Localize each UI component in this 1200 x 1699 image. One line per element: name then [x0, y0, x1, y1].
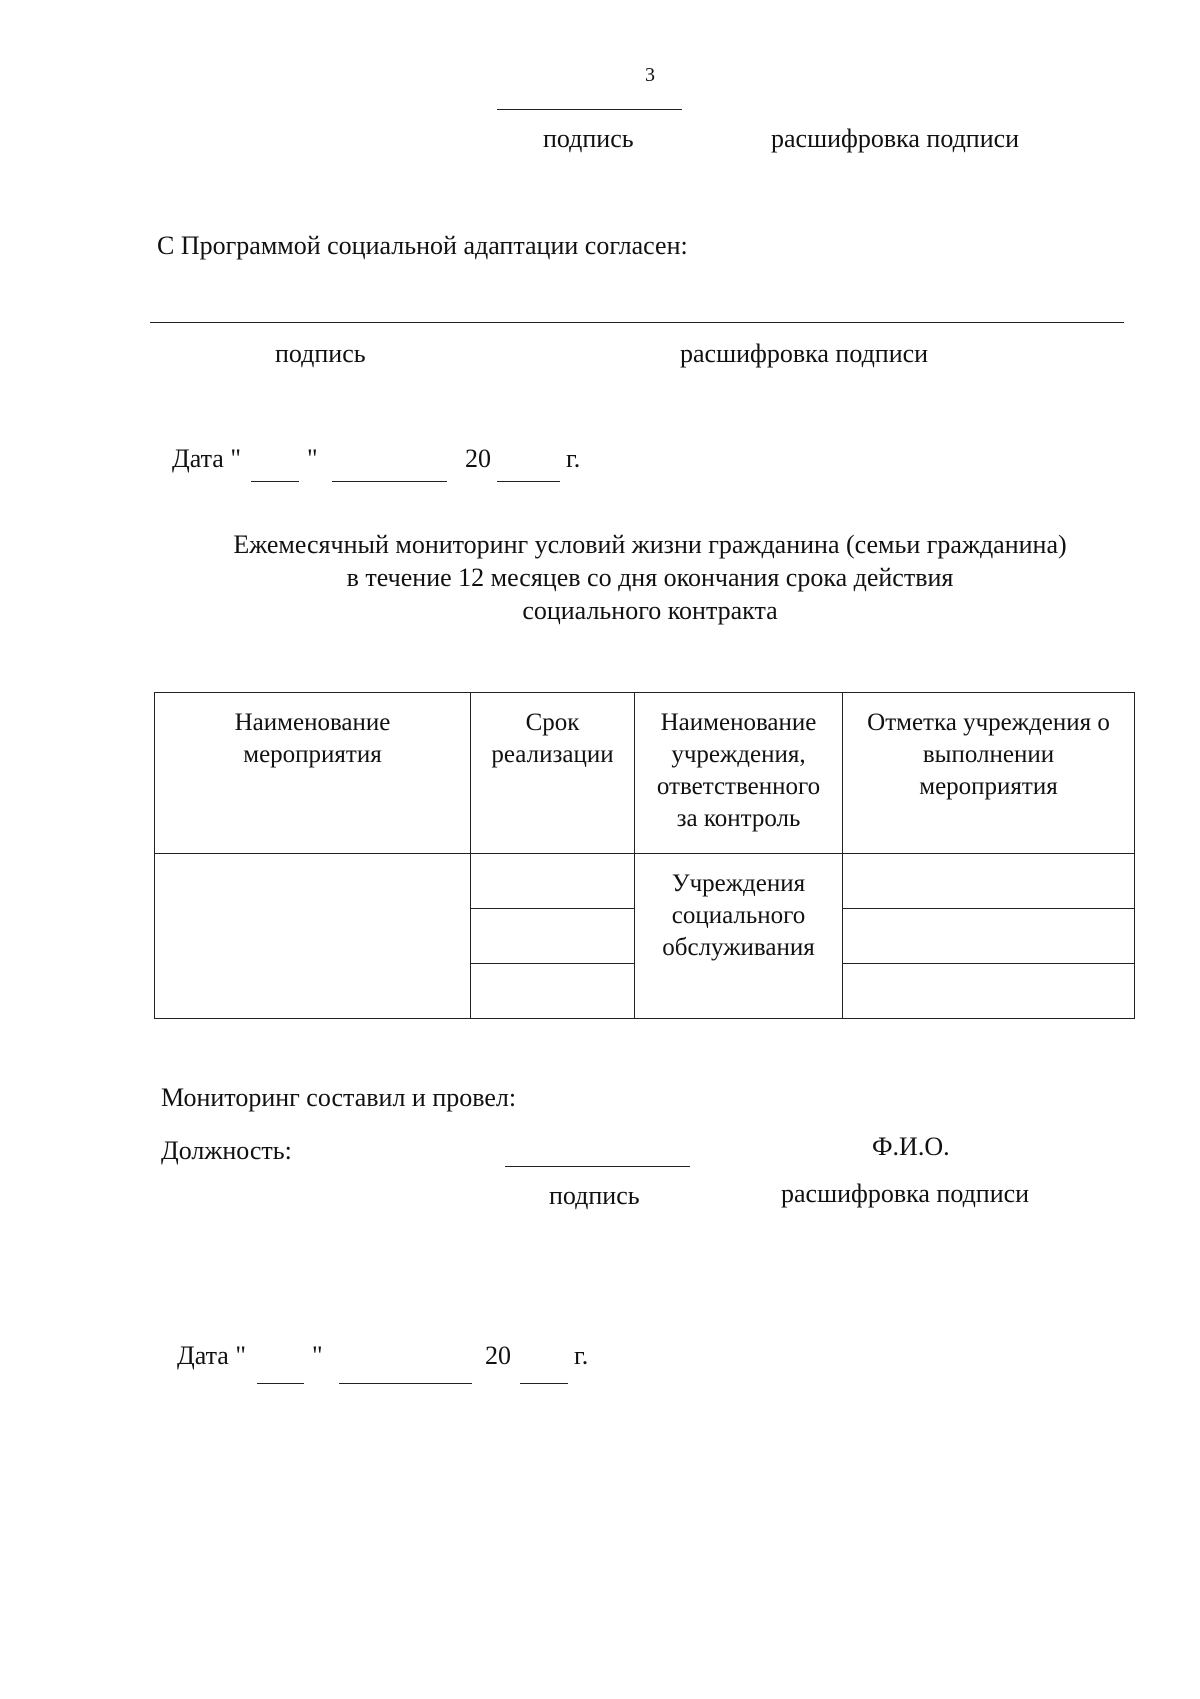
deadline-cell [471, 964, 635, 1019]
footer-signature-line [505, 1166, 690, 1167]
year-suffix: г. [574, 1341, 589, 1370]
top-decoding-label: расшифровка подписи [771, 124, 1020, 153]
agreement-decoding-label: расшифровка подписи [680, 339, 929, 368]
year-prefix: 20 [465, 444, 491, 473]
completion-mark-cell [843, 854, 1135, 909]
day-blank [251, 481, 299, 482]
deadline-cell [471, 909, 635, 964]
year-blank [520, 1383, 568, 1384]
agreement-signature-label: подпись [275, 339, 366, 368]
agreement-text: С Программой социальной адаптации согласен: [157, 231, 688, 260]
month-blank [332, 481, 447, 482]
day-blank [257, 1383, 304, 1384]
institution-cell: Учреждения социального обслуживания [635, 854, 843, 1019]
date-label: Дата " [177, 1341, 246, 1370]
deadline-cell [471, 854, 635, 909]
compiled-by-label: Мониторинг составил и провел: [161, 1083, 517, 1112]
completion-mark-cell [843, 964, 1135, 1019]
date-quote-close: " [307, 444, 318, 473]
monitoring-table [154, 692, 1135, 1019]
year-suffix: г. [566, 444, 581, 473]
top-signature-label: подпись [543, 124, 634, 153]
header-deadline: Срок реализации [471, 693, 635, 854]
monitoring-heading [180, 528, 1120, 627]
month-blank [339, 1383, 472, 1384]
footer-signature-label: подпись [549, 1181, 640, 1210]
monitoring-heading-line-2: в течение 12 месяцев со дня окончания срока действия [346, 563, 954, 592]
monitoring-heading-line-1: Ежемесячный мониторинг условий жизни гражданина (семьи гражданина) [233, 530, 1067, 559]
header-responsible-institution: Наименование учреждения, ответственного за контроль [635, 693, 843, 854]
header-event-name: Наименование мероприятия [155, 693, 471, 854]
agreement-signature-line [150, 322, 1124, 323]
year-blank [497, 481, 560, 482]
page-number: 3 [645, 64, 655, 86]
header-completion-mark: Отметка учреждения о выполнении мероприятия [843, 693, 1135, 854]
footer-decoding-label: расшифровка подписи [781, 1179, 1030, 1208]
table-header-row [155, 693, 1135, 854]
date-label: Дата " [172, 444, 241, 473]
completion-mark-cell [843, 909, 1135, 964]
event-name-cell [155, 854, 471, 1019]
table-row [155, 854, 1135, 909]
fio-label: Ф.И.О. [872, 1132, 950, 1161]
monitoring-heading-line-3: социального контракта [522, 596, 778, 625]
top-signature-line [497, 109, 682, 110]
position-label: Должность: [161, 1136, 292, 1165]
date-quote-close: " [312, 1341, 323, 1370]
year-prefix: 20 [485, 1341, 511, 1370]
